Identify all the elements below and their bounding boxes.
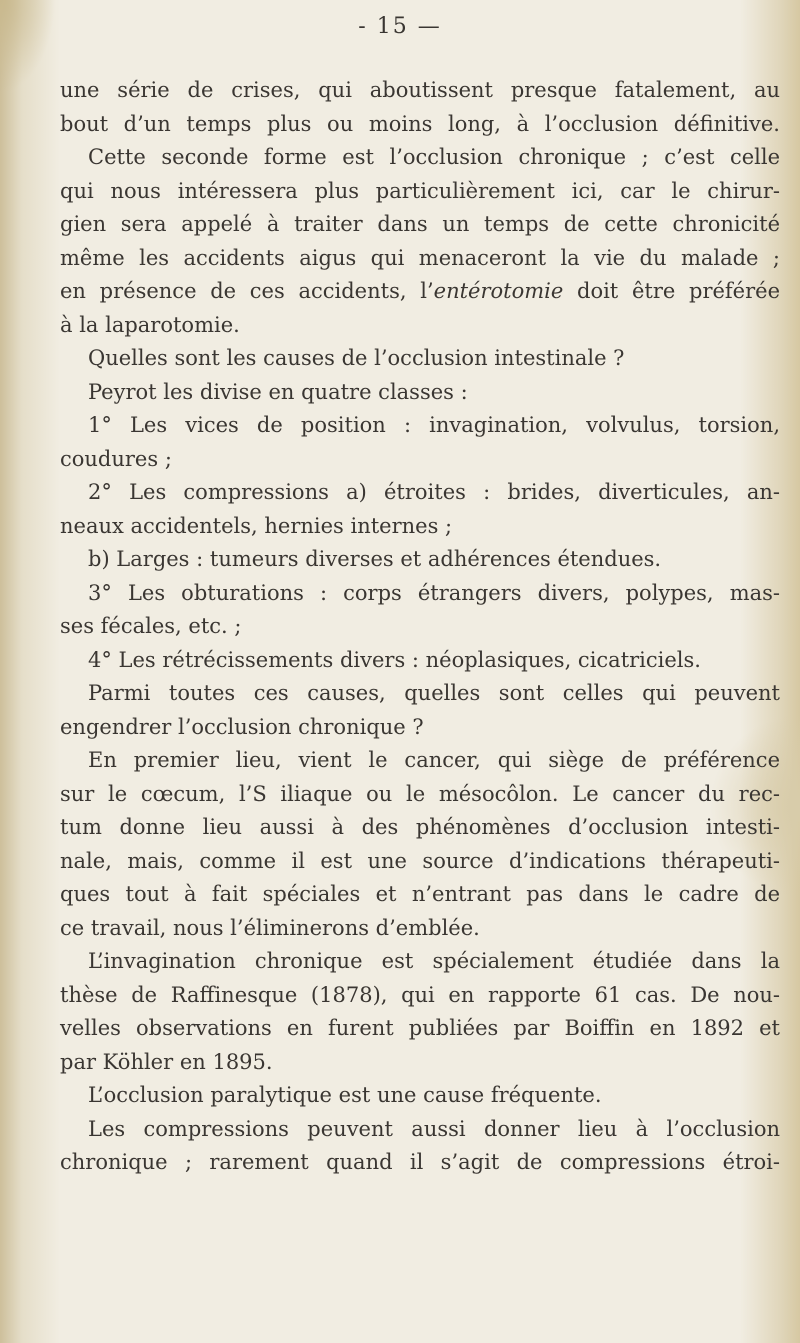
text-line: L’occlusion paralytique est une cause fréquente.: [88, 1083, 602, 1107]
text-line: sur le cœcum, l’S iliaque ou le mésocôlon. Le cancer du rec-: [60, 781, 780, 806]
emphasis-word: entérotomie: [433, 279, 564, 303]
text-line: En premier lieu, vient le cancer, qui siège de préférence: [88, 748, 780, 772]
text-line: ses fécales, etc. ;: [60, 614, 242, 638]
text-line: bout d’un temps plus ou moins long, à l’occlusion définitive.: [60, 111, 780, 136]
text-line: ques tout à fait spéciales et n’entrant pas dans le cadre de: [60, 882, 780, 906]
text-line: même les accidents aigus qui menaceront la vie du malade ;: [60, 245, 780, 270]
text-line: qui nous intéressera plus particulièrement ici, car le chirur-: [60, 178, 780, 203]
text-line: chronique ; rarement quand il s’agit de compressions étroi-: [60, 1150, 780, 1174]
text-line: L’invagination chronique est spécialement étudiée dans la: [88, 949, 780, 973]
text-line: Quelles sont les causes de l’occlusion intestinale ?: [88, 346, 625, 370]
text-line: tum donne lieu aussi à des phénomènes d’occlusion intesti-: [60, 815, 780, 839]
text-line: Parmi toutes ces causes, quelles sont celles qui peuvent: [88, 681, 780, 705]
body-text: [60, 74, 780, 1180]
page-number: - 15 —: [358, 14, 442, 39]
text-line: 2° Les compressions a) étroites : brides, diverticules, an-: [88, 480, 780, 504]
text-line: 1° Les vices de position : invagination, volvulus, torsion,: [88, 413, 780, 437]
text-line: thèse de Raffinesque (1878), qui en rapporte 61 cas. De nou-: [60, 982, 780, 1007]
text-line: par Köhler en 1895.: [60, 1049, 273, 1074]
text-line: coudures ;: [60, 446, 172, 471]
text-line: en présence de ces accidents, l’entérotomie doit être préférée: [60, 279, 781, 303]
text-line: Cette seconde forme est l’occlusion chronique ; c’est celle: [88, 145, 780, 169]
text-line: 4° Les rétrécissements divers : néoplasiques, cicatriciels.: [88, 647, 701, 672]
text-line: nale, mais, comme il est une source d’indications thérapeuti-: [60, 848, 780, 873]
text-line: gien sera appelé à traiter dans un temps de cette chronicité: [60, 212, 780, 236]
text-line: une série de crises, qui aboutissent presque fatalement, au: [60, 78, 780, 102]
text-line: b) Larges : tumeurs diverses et adhérences étendues.: [88, 547, 662, 571]
text-line: Peyrot les divise en quatre classes :: [88, 379, 468, 404]
text-line: à la laparotomie.: [60, 312, 240, 337]
text-line: Les compressions peuvent aussi donner lieu à l’occlusion: [88, 1116, 780, 1141]
text-line: 3° Les obturations : corps étrangers divers, polypes, mas-: [88, 580, 780, 605]
text-line: engendrer l’occlusion chronique ?: [60, 714, 424, 739]
text-line: velles observations en furent publiées par Boiffin en 1892 et: [60, 1016, 780, 1040]
text-line: ce travail, nous l’éliminerons d’emblée.: [60, 915, 480, 940]
text-line: neaux accidentels, hernies internes ;: [60, 513, 453, 538]
